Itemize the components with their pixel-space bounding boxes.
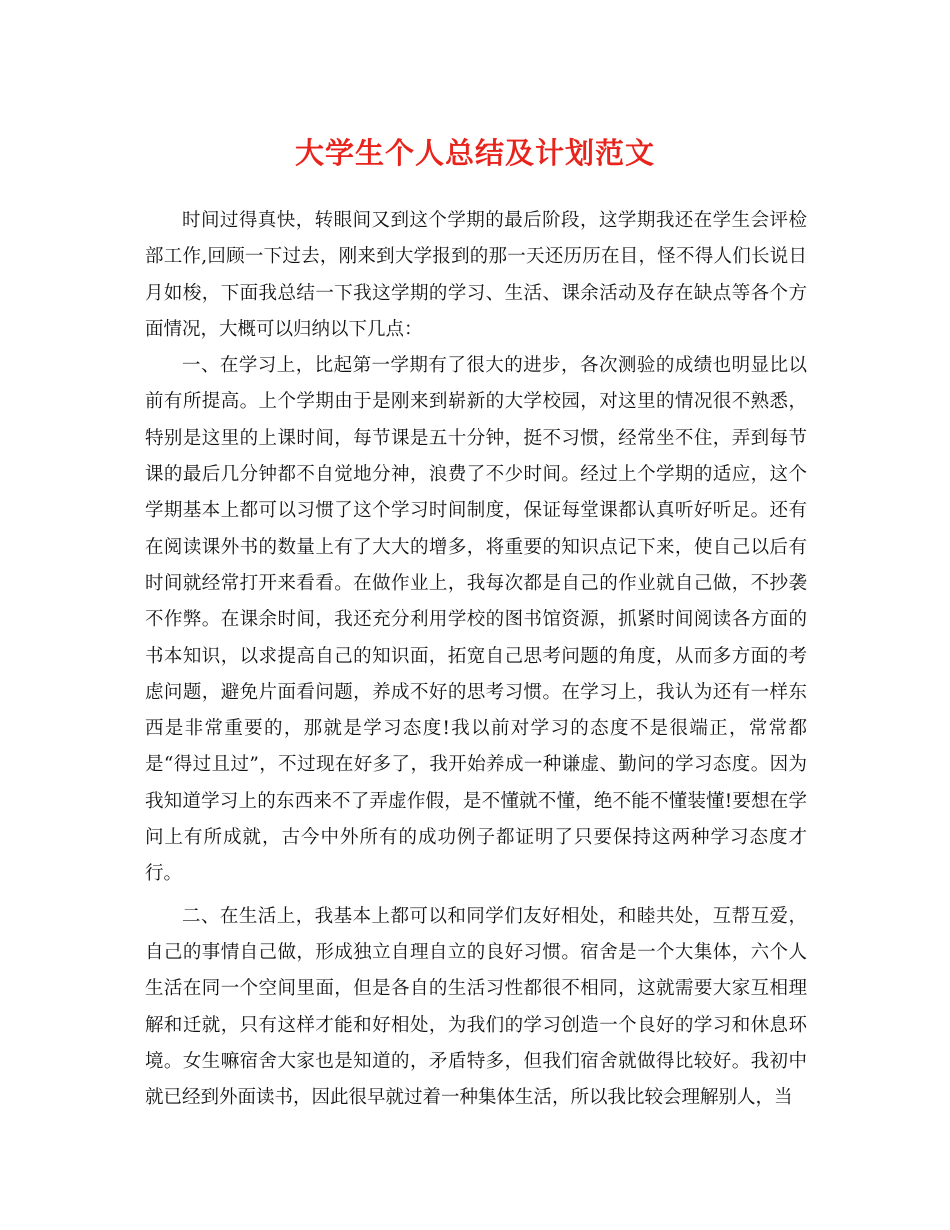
- paragraph-intro: 时间过得真快，转眼间又到这个学期的最后阶段，这学期我还在学生会评检部工作,回顾一下过去，刚来到大学报到的那一天还历历在目，怪不得人们长说日月如梭，下面我总结一下我这学期的学习、生活、课余活动及存在缺点等各个方面情况，大概可以归纳以下几点：: [145, 210, 807, 340]
- document-title: 大学生个人总结及计划范文: [294, 136, 655, 170]
- paragraph-life: 二、在生活上，我基本上都可以和同学们友好相处，和睦共处，互帮互爱，自己的事情自己做，形成独立自理自立的良好习惯。宿舍是一个大集体，六个人生活在同一个空间里面，但是各自的生活习性都很不相同，这就需要大家互相理解和迁就，只有这样才能和好相处，为我们的学习创造一个良好的学习和休息环境。女生嘛宿舍大家也是知道的，矛盾特多，但我们宿舍就做得比较好。我初中就已经到外面读书，因此很早就过着一种集体生活，所以我比较会理解别人，当: [145, 905, 807, 1109]
- document-body: [145, 203, 807, 1116]
- paragraph-study: 一、在学习上，比起第一学期有了很大的进步，各次测验的成绩也明显比以前有所提高。上个学期由于是刚来到崭新的大学校园，对这里的情况很不熟悉，特别是这里的上课时间，每节课是五十分钟，挺不习惯，经常坐不住，弄到每节课的最后几分钟都不自觉地分神，浪费了不少时间。经过上个学期的适应，这个学期基本上都可以习惯了这个学习时间制度，保证每堂课都认真听好听足。还有在阅读课外书的数量上有了大大的增多，将重要的知识点记下来，使自己以后有时间就经常打开来看看。在做作业上，我每次都是自己的作业就自己做，不抄袭不作弊。在课余时间，我还充分利用学校的图书馆资源，抓紧时间阅读各方面的书本知识，以求提高自己的知识面，拓宽自己思考问题的角度，从而多方面的考虑问题，避免片面看问题，养成不好的思考习惯。在学习上，我认为还有一样东西是非常重要的，那就是学习态度!我以前对学习的态度不是很端正，常常都是“得过且过”，不过现在好多了，我开始养成一种谦虚、勤问的学习态度。因为我知道学习上的东西来不了弄虚作假，是不懂就不懂，绝不能不懂装懂!要想在学问上有所成就，古今中外所有的成功例子都证明了只要保持这两种学习态度才行。: [145, 355, 807, 885]
